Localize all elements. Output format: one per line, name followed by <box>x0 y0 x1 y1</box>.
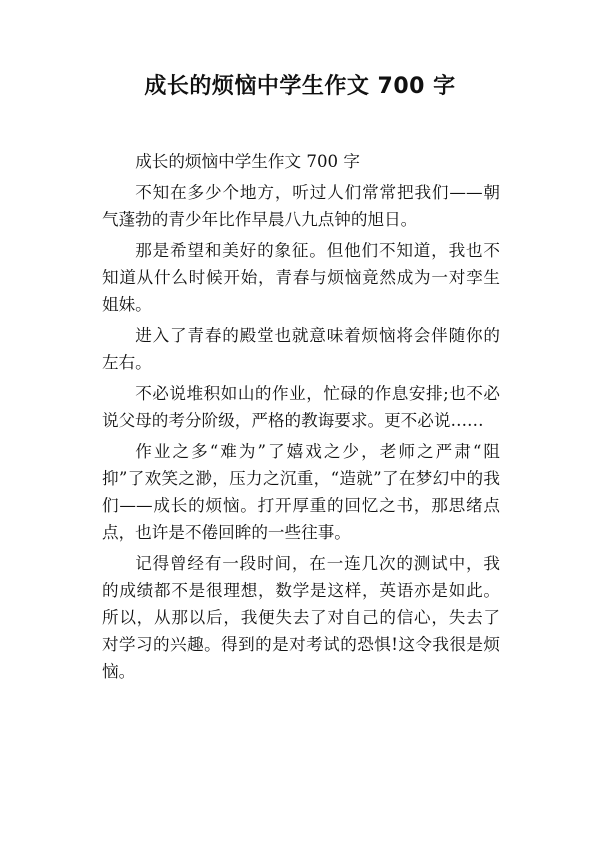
document-title: 成长的烦恼中学生作文 700 字 <box>144 74 456 99</box>
paragraph: 不必说堆积如山的作业，忙碌的作息安排;也不必说父母的考分阶级，严格的教诲要求。更不必说…… <box>102 384 500 430</box>
document-body <box>102 148 500 689</box>
paragraph: 进入了青春的殿堂也就意味着烦恼将会伴随你的左右。 <box>102 326 500 372</box>
paragraph: 记得曾经有一段时间，在一连几次的测试中，我的成绩都不是很理想，数学是这样，英语亦是如此。所以，从那以后，我便失去了对自己的信心，失去了对学习的兴趣。得到的是对考试的恐惧!这令我很是烦恼。 <box>102 554 500 681</box>
paragraph: 作业之多“难为”了嬉戏之少，老师之严肃“阻抑”了欢笑之渺，压力之沉重，“造就”了在梦幻中的我们——成长的烦恼。打开厚重的回忆之书，那思绪点点，也许是不倦回眸的一些往事。 <box>102 442 500 542</box>
paragraph: 不知在多少个地方，听过人们常常把我们——朝气蓬勃的青少年比作早晨八九点钟的旭日。 <box>102 183 500 229</box>
paragraph: 那是希望和美好的象征。但他们不知道，我也不知道从什么时候开始，青春与烦恼竟然成为一对孪生姐妹。 <box>102 241 500 314</box>
paragraph-subtitle: 成长的烦恼中学生作文 700 字 <box>135 152 360 171</box>
